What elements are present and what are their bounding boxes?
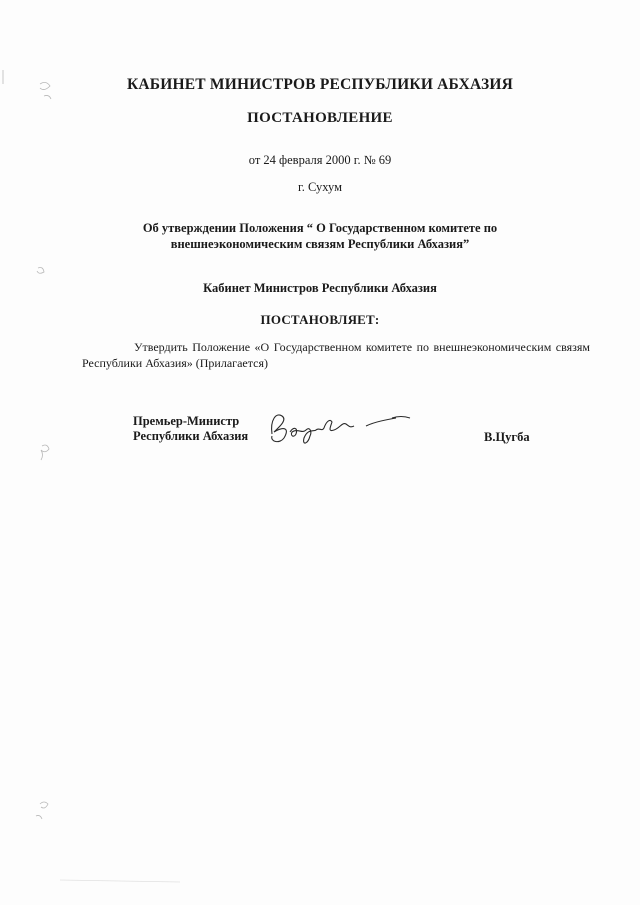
organization-title: КАБИНЕТ МИНИСТРОВ РЕСПУБЛИКИ АБХАЗИЯ	[126, 76, 514, 93]
city: г. Сухум	[297, 180, 342, 194]
handwritten-signature	[264, 404, 414, 450]
signatory-title	[133, 414, 248, 444]
subject-line: Об утверждении Положения “ О Государственном комитете по	[142, 221, 498, 235]
issuer: Кабинет Министров Республики Абхазия	[203, 281, 437, 295]
signatory-name: В.Цугба	[484, 430, 530, 444]
subject-line: внешнеэкономическим связям Республики Абхазия”	[170, 237, 470, 251]
date-number: от 24 февраля 2000 г. № 69	[248, 153, 392, 167]
signatory-title-line: Премьер-Министр	[133, 414, 240, 428]
subject-heading	[0, 220, 640, 252]
resolution-body: Утвердить Положение «О Государственном комитете по внешнеэкономическим связям Республики Абхазия» (Прилагается)	[82, 340, 590, 370]
decree-word: ПОСТАНОВЛЯЕТ:	[260, 312, 380, 327]
document-type: ПОСТАНОВЛЕНИЕ	[247, 110, 393, 126]
signatory-title-line: Республики Абхазия	[133, 429, 249, 443]
